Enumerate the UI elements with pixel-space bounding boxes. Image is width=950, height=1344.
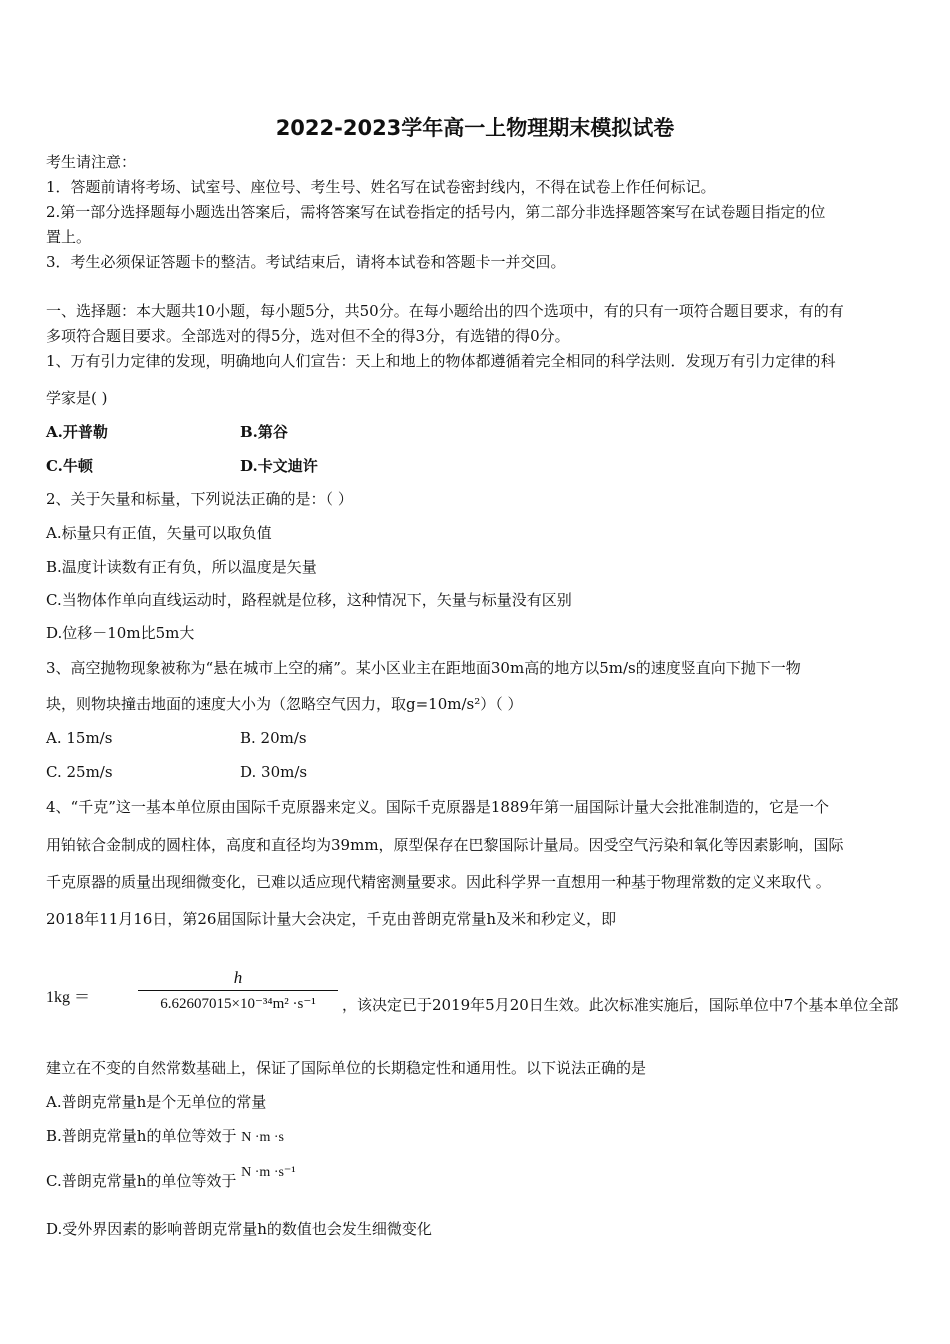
- q2-stem: 2、关于矢量和标量，下列说法正确的是：（ ）: [46, 490, 353, 508]
- q4-stem-line5: 建立在不变的自然常数基础上，保证了国际单位的长期稳定性和通用性。以下说法正确的是: [46, 1059, 647, 1077]
- notice-item-2-cont: 置上。: [46, 228, 92, 246]
- q2-option-d: D.位移－10m比5m大: [46, 624, 195, 642]
- q1-option-b: B.第谷: [240, 423, 288, 441]
- q4-option-c-unit: N ·m ·s⁻¹: [241, 1165, 296, 1180]
- q1-stem-line1: 1、万有引力定律的发现，明确地向人们宣告：天上和地上的物体都遵循着完全相同的科学法则．发现万有引力定律的科: [46, 352, 836, 370]
- section-intro-line1: 一、选择题：本大题共10小题，每小题5分，共50分。在每小题给出的四个选项中，有的只有一项符合题目要求，有的有: [46, 302, 844, 320]
- q1-stem-line2: 学家是( ): [46, 389, 108, 407]
- q1-option-d: D.卡文迪许: [240, 457, 318, 475]
- q3-stem-line1: 3、高空抛物现象被称为“悬在城市上空的痛”。某小区业主在距地面30m高的地方以5m/s的速度竖直向下抛下一物: [46, 659, 801, 677]
- q3-option-c: C. 25m/s: [46, 763, 113, 781]
- section-intro-line2: 多项符合题目要求。全部选对的得5分，选对但不全的得3分，有选错的得0分。: [46, 327, 570, 345]
- q2-option-b: B.温度计读数有正有负，所以温度是矢量: [46, 558, 317, 576]
- q4-option-a: A.普朗克常量h是个无单位的常量: [46, 1093, 267, 1111]
- notice-item-2: 2.第一部分选择题每小题选出答案后，需将答案写在试卷指定的括号内，第二部分非选择题答案写在试卷题目指定的位: [46, 203, 826, 221]
- q1-option-c: C.牛顿: [46, 457, 93, 475]
- formula-fraction: [138, 968, 338, 1013]
- q2-option-a: A.标量只有正值，矢量可以取负值: [46, 524, 272, 542]
- q4-option-b-unit: N ·m ·s: [241, 1130, 285, 1145]
- formula-lhs: 1kg ＝: [46, 989, 91, 1006]
- formula-trailing-text: ，该决定已于2019年5月20日生效。此次标准实施后，国际单位中7个基本单位全部: [342, 996, 899, 1014]
- notice-heading: 考生请注意：: [46, 153, 137, 171]
- notice-item-3: 3．考生必须保证答题卡的整洁。考试结束后，请将本试卷和答题卡一并交回。: [46, 253, 566, 271]
- q4-option-b-text: B.普朗克常量h的单位等效于: [46, 1127, 237, 1145]
- q4-stem-line4: 2018年11月16日，第26届国际计量大会决定，千克由普朗克常量h及米和秒定义，即: [46, 910, 617, 928]
- formula-denominator: 6.62607015×10⁻³⁴m² ·s⁻¹: [160, 996, 316, 1012]
- fraction-bar: [138, 990, 338, 991]
- q4-option-b: [46, 1125, 906, 1149]
- formula-numerator: h: [233, 968, 243, 987]
- q4-stem-line1: 4、“千克”这一基本单位原由国际千克原器来定义。国际千克原器是1889年第一届国际计量大会批准制造的，它是一个: [46, 798, 830, 816]
- page-title: 2022-2023学年高一上物理期末模拟试卷: [275, 116, 675, 140]
- kilogram-definition-formula: [46, 968, 916, 1020]
- q1-option-a: A.开普勒: [46, 423, 108, 441]
- notice-item-1: 1．答题前请将考场、试室号、座位号、考生号、姓名写在试卷密封线内，不得在试卷上作任何标记。: [46, 178, 716, 196]
- q4-stem-line2: 用铂铱合金制成的圆柱体，高度和直径均为39mm，原型保存在巴黎国际计量局。因受空气污染和氧化等因素影响，国际: [46, 836, 844, 854]
- q4-stem-line3: 千克原器的质量出现细微变化，已难以适应现代精密测量要求。因此科学界一直想用一种基于物理常数的定义来取代 。: [46, 873, 831, 891]
- q3-option-b: B. 20m/s: [240, 729, 307, 747]
- q3-option-a: A. 15m/s: [46, 729, 113, 747]
- q4-option-c-text: C.普朗克常量h的单位等效于: [46, 1172, 237, 1190]
- q4-option-c: [46, 1165, 906, 1194]
- q3-option-d: D. 30m/s: [240, 763, 308, 781]
- q4-option-d: D.受外界因素的影响普朗克常量h的数值也会发生细微变化: [46, 1220, 432, 1238]
- q2-option-c: C.当物体作单向直线运动时，路程就是位移，这种情况下，矢量与标量没有区别: [46, 591, 572, 609]
- q3-stem-line2: 块，则物块撞击地面的速度大小为（忽略空气因力，取g=10m/s²）（ ）: [46, 695, 523, 713]
